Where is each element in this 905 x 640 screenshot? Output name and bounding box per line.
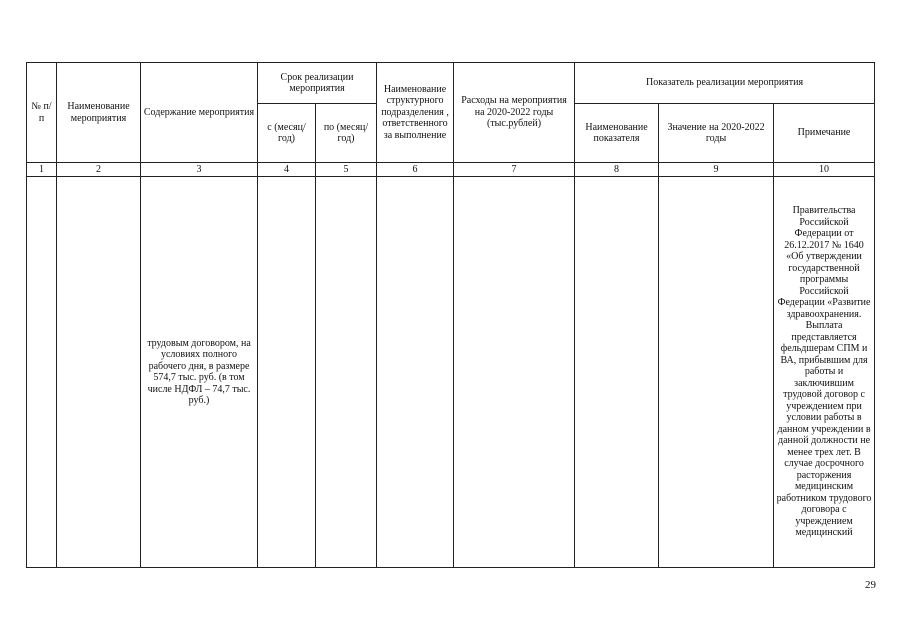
column-number: 5 — [316, 163, 377, 177]
header-indicator-value: Значение на 2020-2022 годы — [659, 104, 774, 163]
header-indicator-group: Показатель реализации мероприятия — [575, 63, 875, 104]
header-expenses: Расходы на мероприятия на 2020-2022 годы (тыс.рублей) — [454, 63, 575, 163]
header-activity-name: Наименование мероприятия — [57, 63, 141, 163]
cell-note: Правительства Российской Федерации от 26.12.2017 № 1640 «Об утверждении государственной программы Российской Федерации «Развитие здравоохранения. Выплата представляется фельдшерам СПМ и ВА, прибывшим для работы и заключившим трудовой договор с учреждением при условии работы в данном учреждении в данной должности не менее трех лет. В случае досрочного расторжения медицинским работником трудового договора с учреждением медицинский — [774, 177, 875, 568]
column-number: 2 — [57, 163, 141, 177]
header-number: № п/п — [27, 63, 57, 163]
column-number: 1 — [27, 163, 57, 177]
cell-indicator-value — [659, 177, 774, 568]
cell-expenses — [454, 177, 575, 568]
cell-number — [27, 177, 57, 568]
header-responsible-unit: Наименование структурного подразделения , ответственного за выполнение — [377, 63, 454, 163]
header-term-group: Срок реализации мероприятия — [258, 63, 377, 104]
column-number-row — [27, 163, 875, 177]
header-term-from: с (месяц/ год) — [258, 104, 316, 163]
table-row — [27, 177, 875, 568]
cell-term-from — [258, 177, 316, 568]
column-number: 8 — [575, 163, 659, 177]
header-row-top — [27, 63, 875, 104]
header-indicator-name: Наименование показателя — [575, 104, 659, 163]
column-number: 10 — [774, 163, 875, 177]
cell-activity-content: трудовым договором, на условиях полного рабочего дня, в размере 574,7 тыс. руб. (в том числе НДФЛ – 74,7 тыс. руб.) — [141, 177, 258, 568]
column-number: 4 — [258, 163, 316, 177]
column-number: 3 — [141, 163, 258, 177]
column-number: 9 — [659, 163, 774, 177]
cell-indicator-name — [575, 177, 659, 568]
activities-table — [26, 62, 875, 568]
column-number: 6 — [377, 163, 454, 177]
column-number: 7 — [454, 163, 575, 177]
cell-term-to — [316, 177, 377, 568]
header-activity-content: Содержание мероприятия — [141, 63, 258, 163]
page-number: 29 — [865, 579, 876, 591]
cell-responsible-unit — [377, 177, 454, 568]
cell-activity-name — [57, 177, 141, 568]
activities-table-container — [26, 62, 874, 572]
header-note: Примечание — [774, 104, 875, 163]
header-term-to: по (месяц/ год) — [316, 104, 377, 163]
